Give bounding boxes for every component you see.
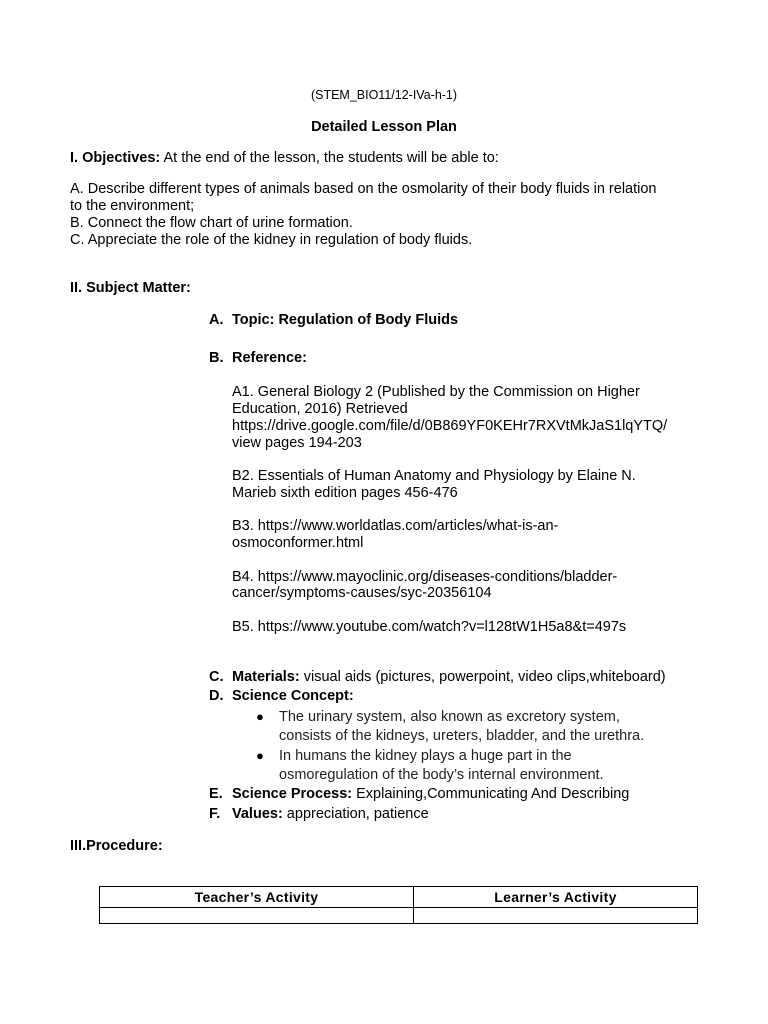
- topic-item: [209, 312, 458, 329]
- reference-line: B3. https://www.worldatlas.com/articles/what-is-an-: [232, 518, 559, 534]
- values-text: appreciation, patience: [282, 806, 429, 822]
- procedure-table: [99, 886, 698, 924]
- reference-line: cancer/symptoms-causes/syc-20356104: [232, 585, 492, 601]
- page-title: Detailed Lesson Plan: [311, 119, 457, 135]
- objectives-intro: At the end of the lesson, the students will be able to:: [160, 150, 499, 166]
- topic-letter: A.: [209, 312, 224, 328]
- table-cell: [414, 908, 698, 924]
- reference-line: Marieb sixth edition pages 456-476: [232, 485, 458, 501]
- topic-text: Topic: Regulation of Body Fluids: [232, 312, 459, 328]
- procedure-heading: III.Procedure:: [70, 838, 163, 854]
- reference-line: B4. https://www.mayoclinic.org/diseases-conditions/bladder-: [232, 569, 618, 585]
- materials-label: Materials:: [232, 669, 300, 685]
- objectives-heading-line: [70, 150, 499, 167]
- concept-line: osmoregulation of the body’s internal environment.: [279, 767, 604, 783]
- reference-letter: B.: [209, 350, 224, 366]
- reference-line: osmoconformer.html: [232, 535, 364, 551]
- objective-line: to the environment;: [70, 198, 195, 214]
- objective-line: C. Appreciate the role of the kidney in regulation of body fluids.: [70, 232, 473, 248]
- science-process-text: Explaining,Communicating And Describing: [352, 786, 630, 802]
- materials-text: visual aids (pictures, powerpoint, video clips,whiteboard): [299, 669, 666, 685]
- science-process-letter: E.: [209, 786, 223, 802]
- teacher-activity-header: Teacher’s Activity: [100, 887, 414, 908]
- learner-activity-header: Learner’s Activity: [414, 887, 698, 908]
- values-item: [209, 806, 429, 823]
- reference-line: Education, 2016) Retrieved: [232, 401, 408, 417]
- concept-line: consists of the kidneys, ureters, bladder, and the urethra.: [279, 728, 645, 744]
- table-header-row: [100, 887, 698, 908]
- bullet-icon: ●: [256, 748, 264, 763]
- subject-matter-heading: II. Subject Matter:: [70, 280, 191, 296]
- concept-line: In humans the kidney plays a huge part in the: [279, 748, 572, 764]
- reference-line: A1. General Biology 2 (Published by the Commission on Higher: [232, 384, 640, 400]
- values-letter: F.: [209, 806, 221, 822]
- reference-line: B2. Essentials of Human Anatomy and Physiology by Elaine N.: [232, 468, 636, 484]
- values-label: Values:: [232, 806, 283, 822]
- reference-line: view pages 194-203: [232, 435, 362, 451]
- science-process-item: [209, 786, 629, 803]
- objective-line: A. Describe different types of animals based on the osmolarity of their body fluids in relation: [70, 181, 657, 197]
- concept-line: The urinary system, also known as excretory system,: [279, 709, 620, 725]
- reference-line: https://drive.google.com/file/d/0B869YF0KEHr7RXVtMkJaS1lqYTQ/: [232, 418, 668, 434]
- objectives-heading: I. Objectives:: [70, 150, 161, 166]
- science-concept-letter: D.: [209, 688, 224, 704]
- materials-item: [209, 669, 666, 686]
- reference-item: [209, 350, 307, 367]
- reference-line: B5. https://www.youtube.com/watch?v=l128tW1H5a8&t=497s: [232, 619, 627, 635]
- science-process-label: Science Process:: [232, 786, 353, 802]
- table-cell: [100, 908, 414, 924]
- objective-line: B. Connect the flow chart of urine formation.: [70, 215, 353, 231]
- science-concept-item: [209, 688, 354, 705]
- lesson-code: (STEM_BIO11/12-IVa-h-1): [310, 88, 458, 102]
- reference-label: Reference:: [232, 350, 307, 366]
- bullet-icon: ●: [256, 709, 264, 724]
- table-row: [100, 908, 698, 924]
- materials-letter: C.: [209, 669, 224, 685]
- science-concept-label: Science Concept:: [232, 688, 354, 704]
